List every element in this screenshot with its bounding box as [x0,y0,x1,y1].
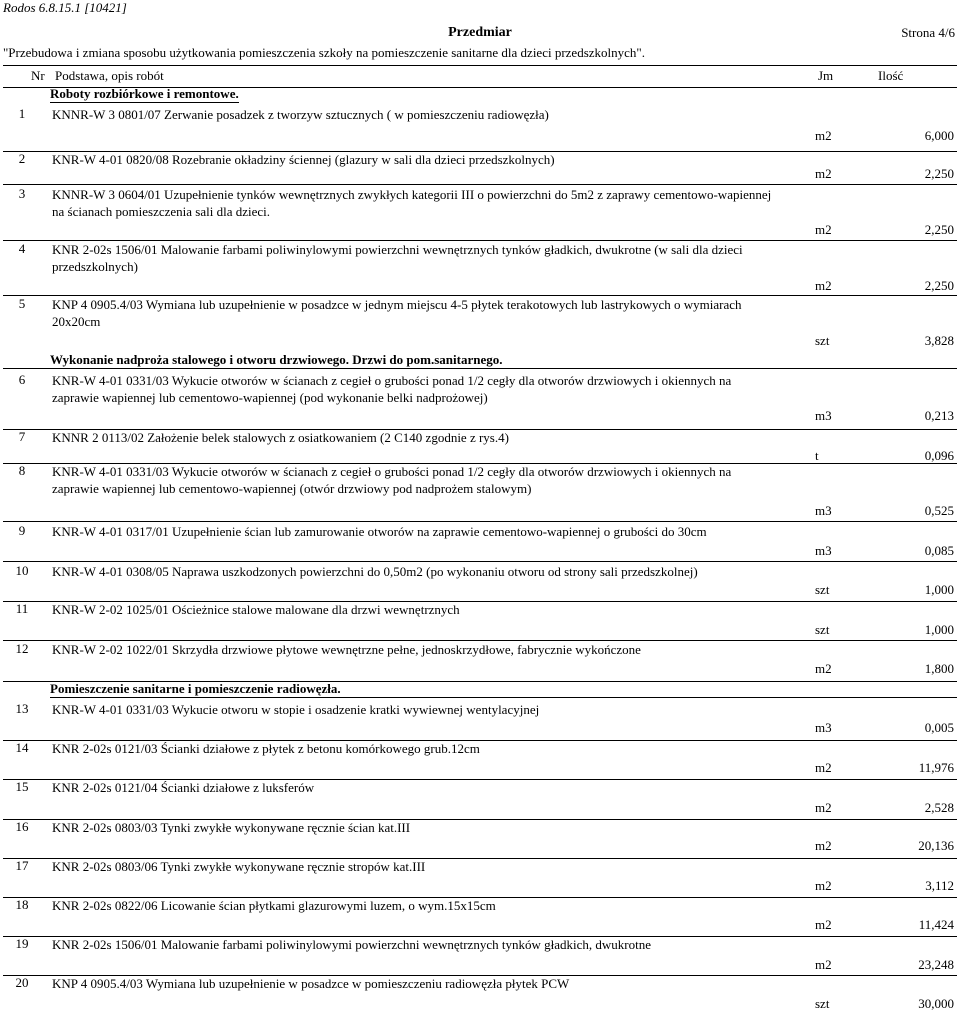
section-heading: Wykonanie nadproża stalowego i otworu drzwiowego. Drzwi do pom.sanitarnego. [50,352,957,369]
item-number: 7 [18,429,26,444]
item-number: 17 [15,858,29,873]
item-number: 6 [18,372,26,387]
item-unit: szt [815,622,830,637]
item-description: KNNR-W 3 0604/01 Uzupełnienie tynków wewnętrznych zwykłych kategorii III o powierzchni do 5m2 z zaprawy cementowo-wapiennej na ścianach pomieszczenia sali dla dzieci. [52,187,772,219]
item-quantity: 11,424 [918,917,954,932]
row-divider [3,521,957,522]
item-description: KNR 2-02s 1506/01 Malowanie farbami poliwinylowymi powierzchni wewnętrznych tynków gładkich, dwukrotne [52,937,651,952]
item-quantity: 0,085 [924,543,954,558]
item-number: 20 [15,975,29,990]
item-unit: m2 [815,661,832,676]
item-unit: m2 [815,760,832,775]
item-quantity: 2,528 [924,800,954,815]
item-description: KNR 2-02s 0121/03 Ścianki działowe z płytek z betonu komórkowego grub.12cm [52,741,480,756]
item-number: 13 [15,701,29,716]
item-description: KNR-W 4-01 0308/05 Naprawa uszkodzonych powierzchni do 0,50m2 (po wykonaniu otworu od strony sali przedszkolnej) [52,564,698,579]
item-description: KNR-W 4-01 0331/03 Wykucie otworów w ścianach z cegieł o grubości ponad 1/2 cegły dla otworów drzwiowych i okiennych na zaprawie wapiennej lub cementowo-wapiennej (pod wykonanie belki nadprożowej) [52,373,732,405]
item-unit: m2 [815,278,832,293]
item-number: 12 [15,641,29,656]
item-number: 4 [18,241,26,256]
item-quantity: 1,000 [924,582,954,597]
item-description: KNP 4 0905.4/03 Wymiana lub uzupełnienie w posadzce w pomieszczeniu radiowęzła płytek PCW [52,976,570,991]
section-heading: Pomieszczenie sanitarne i pomieszczenie radiowęzła. [50,681,957,698]
item-unit: m2 [815,838,832,853]
item-number: 16 [15,819,29,834]
item-quantity: 0,213 [924,408,954,423]
item-quantity: 3,828 [924,333,954,348]
item-unit: m3 [815,503,832,518]
item-quantity: 11,976 [918,760,954,775]
item-description: KNNR 2 0113/02 Założenie belek stalowych z osiatkowaniem (2 C140 zgodnie z rys.4) [52,430,509,445]
item-quantity: 1,800 [924,661,954,676]
item-quantity: 23,248 [918,957,954,972]
item-number: 5 [18,296,26,311]
row-divider [3,184,957,185]
item-quantity: 1,000 [924,622,954,637]
col-qty: Ilość [878,68,904,83]
item-number: 3 [18,186,26,201]
item-quantity: 0,096 [924,448,954,463]
item-unit: m3 [815,543,832,558]
section-heading: Roboty rozbiórkowe i remontowe. [50,86,239,101]
item-number: 9 [18,523,26,538]
item-unit: szt [815,333,830,348]
item-number: 18 [15,897,29,912]
item-description: KNR 2-02s 0803/03 Tynki zwykłe wykonywane ręcznie ścian kat.III [52,820,411,835]
col-unit: Jm [818,68,834,83]
item-quantity: 0,525 [924,503,954,518]
row-divider [3,368,957,369]
item-quantity: 30,000 [918,996,954,1011]
row-divider [3,561,957,562]
item-description: KNR-W 4-01 0331/03 Wykucie otworów w ścianach z cegieł o grubości ponad 1/2 cegły dla otworów drzwiowych i okiennych na zaprawie wapiennej lub cementowo-wapiennej (otwór drzwiowy pod nadprożem stalowym) [52,464,732,496]
item-quantity: 2,250 [924,166,954,181]
item-unit: t [815,448,819,463]
item-unit: m2 [815,166,832,181]
item-quantity: 2,250 [924,278,954,293]
item-quantity: 3,112 [925,878,954,893]
item-number: 15 [15,779,29,794]
item-number: 8 [18,463,26,478]
item-description: KNR-W 4-01 0317/01 Uzupełnienie ścian lub zamurowanie otworów na zaprawie cementowo-wapiennej o grubości do 30cm [52,524,707,539]
item-unit: m3 [815,408,832,423]
item-description: KNR-W 4-01 0331/03 Wykucie otworu w stopie i osadzenie kratki wywiewnej wentylacyjnej [52,702,540,717]
item-quantity: 6,000 [924,128,954,143]
item-number: 19 [15,936,29,951]
item-unit: m2 [815,957,832,972]
item-quantity: 0,005 [924,720,954,735]
item-description: KNR-W 2-02 1025/01 Ościeżnice stalowe malowane dla drzwi wewnętrznych [52,602,460,617]
item-description: KNR 2-02s 0803/06 Tynki zwykłe wykonywane ręcznie stropów kat.III [52,859,426,874]
item-quantity: 2,250 [924,222,954,237]
item-unit: m2 [815,128,832,143]
item-description: KNNR-W 3 0801/07 Zerwanie posadzek z tworzyw sztucznych ( w pomieszczeniu radiowęzła) [52,107,549,122]
item-quantity: 20,136 [918,838,954,853]
item-description: KNR 2-02s 0121/04 Ścianki działowe z luksferów [52,780,315,795]
item-number: 11 [15,601,29,616]
item-unit: m2 [815,878,832,893]
col-desc: Podstawa, opis robót [55,68,164,83]
item-description: KNP 4 0905.4/03 Wymiana lub uzupełnienie w posadzce w jednym miejscu 4-5 płytek terakotowych lub lastrykowych o wymiarach 20x20cm [52,297,742,329]
item-description: KNR 2-02s 0822/06 Licowanie ścian płytkami glazurowymi luzem, o wym.15x15cm [52,898,496,913]
project-subtitle: "Przebudowa i zmiana sposobu użytkowania pomieszczenia szkoły na pomieszczenie sanitarne dla dzieci przedszkolnych". [3,45,645,60]
item-unit: m2 [815,917,832,932]
item-number: 14 [15,740,29,755]
item-description: KNR-W 4-01 0820/08 Rozebranie okładziny ściennej (glazury w sali dla dzieci przedszkolnych) [52,152,555,167]
item-number: 10 [15,563,29,578]
app-version: Rodos 6.8.15.1 [10421] [3,0,127,15]
item-number: 1 [18,106,26,121]
col-nr: Nr [31,68,45,83]
item-unit: szt [815,582,830,597]
item-description: KNR-W 2-02 1022/01 Skrzydła drzwiowe płytowe wewnętrzne pełne, jednoskrzydłowe, fabrycznie wykończone [52,642,641,657]
column-header [3,65,957,88]
item-unit: m3 [815,720,832,735]
page-title: Przedmiar [448,25,512,40]
item-unit: m2 [815,800,832,815]
item-number: 2 [18,151,26,166]
row-divider [3,681,957,682]
item-description: KNR 2-02s 1506/01 Malowanie farbami poliwinylowymi powierzchni wewnętrznych tynków gładkich, dwukrotne (w sali dla dzieci przedszkolnych) [52,242,743,274]
item-unit: m2 [815,222,832,237]
item-unit: szt [815,996,830,1011]
page-number: Strona 4/6 [901,25,955,40]
